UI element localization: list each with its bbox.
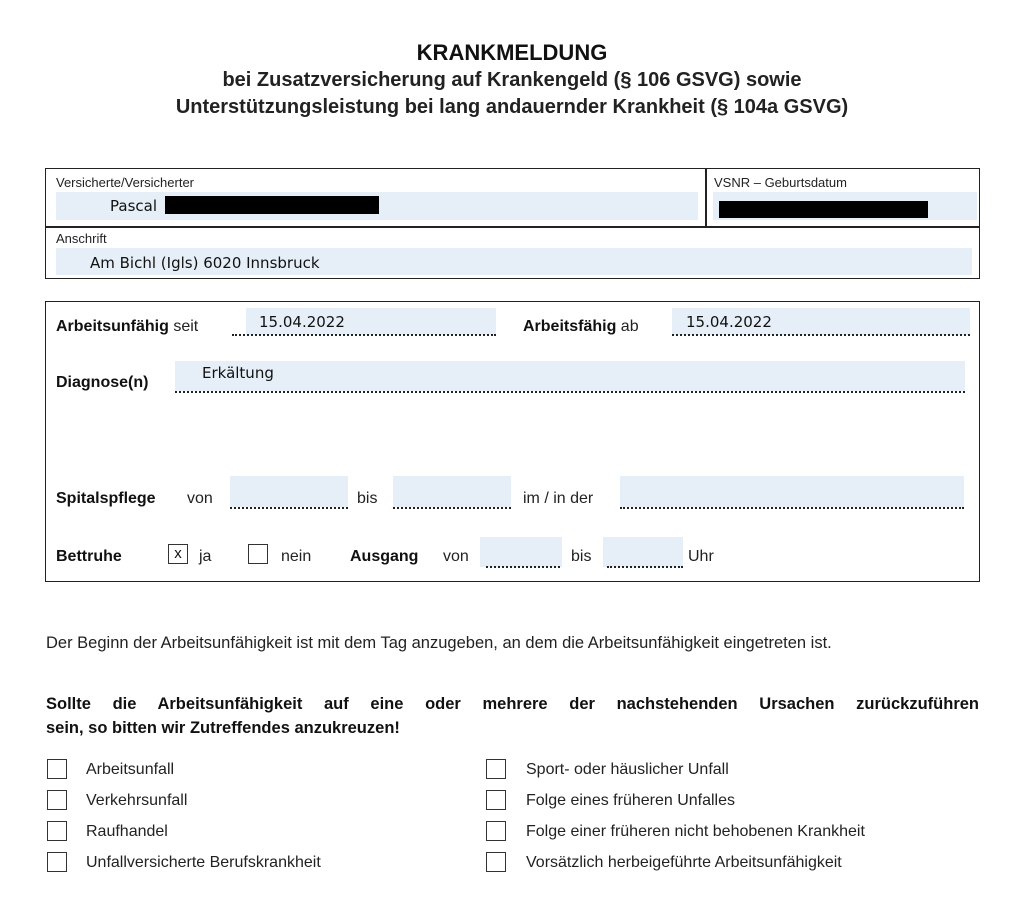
cause-label-occupational-disease: Unfallversicherte Berufskrankheit: [86, 854, 321, 871]
fit-from-line: [672, 334, 970, 336]
note-text: Der Beginn der Arbeitsunfähigkeit ist mit dem Tag anzugeben, an dem die Arbeitsunfähigkeit eingetreten ist.: [46, 634, 832, 652]
name-redaction: [165, 196, 379, 214]
causes-instruction-line-1: Sollte die Arbeitsunfähigkeit auf eine oder mehrere der nachstehenden Ursachen zurückzuführen: [46, 695, 979, 713]
diagnosis-line: [175, 391, 965, 393]
vsnr-label: VSNR – Geburtsdatum: [714, 175, 847, 190]
bedrest-yes-label: ja: [199, 548, 212, 565]
outing-label: Ausgang: [350, 548, 419, 565]
outing-from-line: [486, 566, 560, 568]
insured-divider-vertical: [705, 168, 707, 227]
cause-label-earlier-accident: Folge eines früheren Unfalles: [526, 792, 736, 809]
cause-checkbox-work-accident[interactable]: [47, 759, 67, 779]
form-subtitle-1: bei Zusatzversicherung auf Krankengeld (§ 106 GSVG) sowie: [222, 69, 802, 91]
cause-checkbox-traffic-accident[interactable]: [47, 790, 67, 810]
cause-label-earlier-illness: Folge einer früheren nicht behobenen Krankheit: [526, 823, 865, 840]
address-label: Anschrift: [56, 231, 107, 246]
outing-to-label: bis: [571, 548, 592, 565]
cause-checkbox-earlier-accident[interactable]: [486, 790, 506, 810]
outing-from-field[interactable]: [480, 537, 562, 567]
cause-label-intentional: Vorsätzlich herbeigeführte Arbeitsunfähigkeit: [526, 854, 842, 871]
hospital-in-label: im / in der: [523, 490, 594, 507]
hospital-to-field[interactable]: [393, 476, 511, 507]
hospital-to-label: bis: [357, 490, 378, 507]
hospital-to-line: [393, 507, 511, 509]
outing-unit-label: Uhr: [688, 548, 714, 565]
address-value: Am Bichl (Igls) 6020 Innsbruck: [90, 254, 320, 272]
form-subtitle-2: Unterstützungsleistung bei lang andauernder Krankheit (§ 104a GSVG): [175, 96, 849, 118]
cause-label-work-accident: Arbeitsunfall: [86, 761, 175, 778]
fit-from-value: 15.04.2022: [686, 313, 772, 331]
hospital-in-line: [620, 507, 964, 509]
diagnosis-field[interactable]: [175, 361, 965, 391]
diagnosis-label: Diagnose(n): [56, 374, 149, 391]
hospital-from-line: [230, 507, 348, 509]
outing-from-label: von: [443, 548, 469, 565]
bedrest-yes-checkbox[interactable]: x: [168, 544, 188, 564]
cause-checkbox-sport-home-accident[interactable]: [486, 759, 506, 779]
cause-label-traffic-accident: Verkehrsunfall: [86, 792, 188, 809]
bedrest-label: Bettruhe: [56, 548, 122, 565]
cause-checkbox-earlier-illness[interactable]: [486, 821, 506, 841]
unfit-since-value: 15.04.2022: [259, 313, 345, 331]
unfit-since-line: [232, 334, 496, 336]
bedrest-no-checkbox[interactable]: [248, 544, 268, 564]
causes-instruction-line-2: sein, so bitten wir Zutreffendes anzukreuzen!: [46, 719, 400, 737]
form-title: KRANKMELDUNG: [416, 40, 608, 65]
fit-label: Arbeitsfähig ab: [523, 318, 639, 335]
insured-divider-horizontal: [45, 226, 980, 228]
cause-label-brawl: Raufhandel: [86, 823, 168, 840]
bedrest-no-label: nein: [281, 548, 312, 565]
cause-checkbox-intentional[interactable]: [486, 852, 506, 872]
hospital-label: Spitalspflege: [56, 490, 156, 507]
cause-label-sport-home-accident: Sport- oder häuslicher Unfall: [526, 761, 729, 778]
diagnosis-value: Erkältung: [202, 364, 274, 382]
causes-instruction: [46, 692, 979, 740]
cause-checkbox-occupational-disease[interactable]: [47, 852, 67, 872]
insured-label: Versicherte/Versicherter: [56, 175, 195, 190]
outing-to-field[interactable]: [603, 537, 683, 567]
hospital-from-field[interactable]: [230, 476, 348, 507]
outing-to-line: [607, 566, 683, 568]
hospital-from-label: von: [187, 490, 213, 507]
unfit-label: Arbeitsunfähig seit: [56, 318, 199, 335]
cause-checkbox-brawl[interactable]: [47, 821, 67, 841]
vsnr-redaction: [719, 201, 928, 218]
hospital-in-field[interactable]: [620, 476, 964, 507]
insured-name-value: Pascal: [110, 197, 157, 215]
